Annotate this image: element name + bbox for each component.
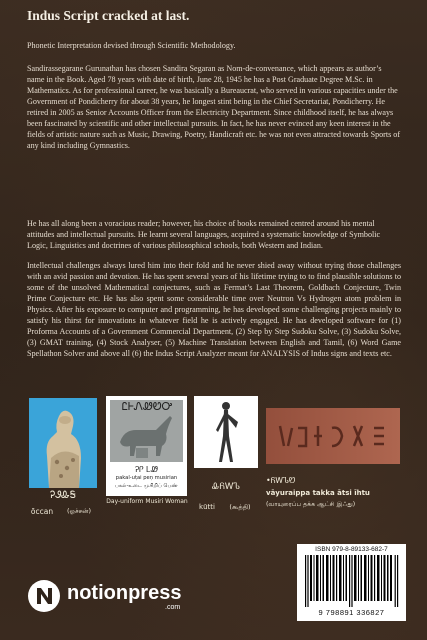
- book-heading: Indus Script cracked at last.: [27, 8, 190, 23]
- figure-2-english: Day-uniform Musiri Woman: [106, 498, 188, 505]
- publisher-name: notionpress: [67, 582, 182, 604]
- subtitle-paragraph: Phonetic Interpretation devised through Scientific Methodology.: [27, 41, 236, 50]
- figure-2-tamil: பகல்-உடை முசிறிப் பெண்: [114, 483, 179, 489]
- figure-2-translit: pakal-uṭai peṇ musirian: [115, 475, 178, 481]
- figure-1-tamil: (ஓச்சன்): [66, 507, 92, 515]
- figure-3-script: ᎲᏲᎳᏖ: [211, 482, 241, 492]
- figure-2-script: ᎮᎵ ᏞᏪ: [135, 465, 158, 474]
- figure-1-translit: ōccan: [30, 507, 54, 516]
- tablet-image: [266, 408, 400, 464]
- figure-4-translit: vāyuraippa takka ātsi īhtu: [266, 489, 370, 497]
- figure-4-tamil: (வாயுரைப்ப தக்க ஆட்சி இஃது): [266, 501, 356, 508]
- publisher-logo: [27, 575, 207, 615]
- bio-paragraph: Sandirassegarane Gurunathan has chosen Sandira Segaran as Nom-de-convenance, which appears as author’s name in the Book. Aged 78 years with date of birth, June 28, 1945 he has a Post Graduate Degree M.Sc. in Mathematics. As for professional career, he was basically a Bureaucrat, who served in various capacities under the Government of Pondicherry for about 38 years, he longest stint being in the Chief Secretariat, Pondicherry. He retired in 2005 as Senior Accounts Officer from the Electricity Department. Since childhood itself, he has always been fascinated by scientific and other intellectual pursuits. In fact, he has never evinced any keen interest in the fields of artistic nature such as Music, Drawing, Poetry, Handicraft etc. he was not even attracted towards Sports of any kind including Gymnastics.: [27, 64, 401, 150]
- figure-4-script: •ᏲᎳᏖᏬ: [266, 476, 296, 485]
- statue-image: [29, 398, 97, 488]
- notionpress-n-icon: [27, 579, 61, 613]
- barcode-icon: [305, 555, 399, 607]
- isbn-label: ISBN 979-8-89133-682-7: [315, 546, 388, 553]
- reader-paragraph: He has all along been a voracious reader; however, his choice of books remained centred around his mental attitudes and intellectual pursuits. He learnt several languages, acquired a systematic knowledge of Symbolic Logic, Linguistics and doctrines of various philosophical schools, both Western and Indian.: [27, 219, 381, 250]
- figure-1-script: ᎮᏭᎲᎦ: [49, 490, 77, 501]
- dancer-image: [194, 396, 258, 468]
- barcode-number: 9 798891 336827: [318, 608, 385, 617]
- challenges-paragraph: Intellectual challenges always lured him into their fold and he never shied away without trying those challenges with an avid passion and devotion. He has spent several years of his lifetime trying to to find plausible solutions to some of the unsolved Mathematical conjectures, such as Fermat’s Last Theorem, Goldbach Conjecture, Twin Prime Conjecture etc. He has also spent some considerable time over Neutron Vs Hydrogen atom problem in Physics. After his exposure to computer and programming, he has developed some challenging projects mainly to satisfy his thirst for innovations in whatever field he is actively engaged. He has developed software for (1) Proforma Accounts of a Government Commercial Department, (2) Step by Step Sudoku Solve, (3) Sudoku Solve, (3) GMAT training, (4) Stock Analyser, (5) Machine Translation between English and Tamil, (6) Word Game Spellathon Solver and above all (6) the Indus Script Analyzer meant for ANALYSIS of Indus signs and texts etc.: [27, 261, 401, 358]
- seal-script-top: ᏝᎰᏁᏪᏬᎤ: [121, 400, 173, 413]
- barcode-block: [297, 544, 406, 621]
- figure-3-translit: kūtti: [199, 503, 215, 511]
- figure-3-tamil: (கூத்தி): [229, 503, 251, 511]
- publisher-domain: .com: [165, 604, 181, 611]
